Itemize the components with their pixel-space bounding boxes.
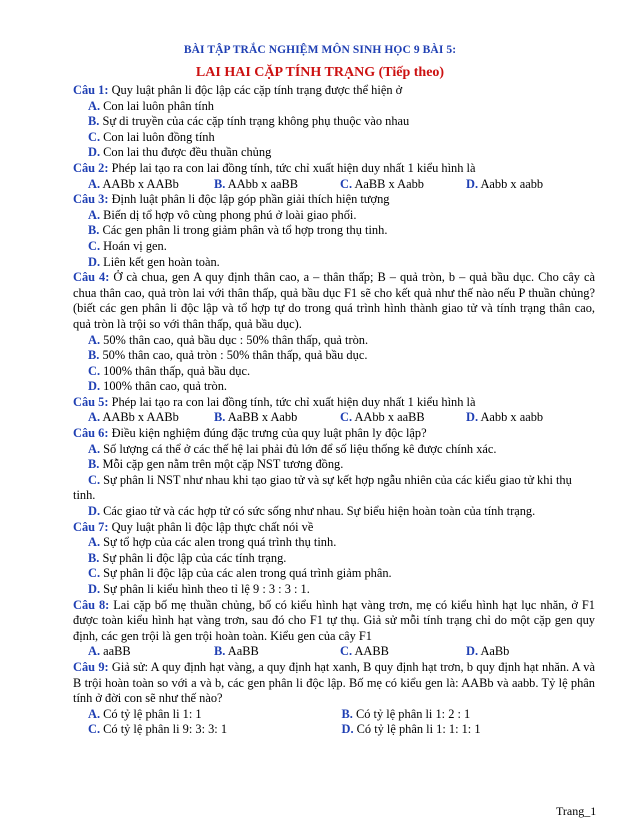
question-2 xyxy=(73,161,595,192)
question-text: Quy luật phân li độc lập các cặp tính trạng được thể hiện ở xyxy=(108,83,403,97)
question-5 xyxy=(73,395,595,426)
question-7 xyxy=(73,520,595,598)
question-4 xyxy=(73,270,595,395)
option-c: C. 100% thân thấp, quả bầu dục. xyxy=(88,363,251,378)
question-label: Câu 1: xyxy=(73,83,109,97)
option-b: B. AaBB xyxy=(214,644,259,659)
question-text: Quy luật phân li độc lập thực chất nói về xyxy=(108,519,314,534)
option-a: A. Sự tổ hợp của các alen trong quá trình thụ tinh. xyxy=(88,535,337,550)
question-3 xyxy=(73,192,595,270)
question-label: Câu 3: xyxy=(73,192,109,207)
option-c: C. Sự phân li độc lập của các alen trong quá trình giảm phân. xyxy=(88,566,392,581)
question-6 xyxy=(73,426,595,520)
question-text: Ở cà chua, gen A quy định thân cao, a – thân thấp; B – quả tròn, b – quả bầu dục. Cho cây cà chua thân cao, quả tròn lai với thân thấp, quả bầu dục F1 sẽ cho kết quả như thế nào nếu P thuần chủng? (biết các gen phân li độc lập và tổ hợp tự do trong quá trình hình thành giao tử và tính trạng thân cao, quả tròn là trội so với thân thấp, quả bầu dục). xyxy=(73,270,595,331)
question-label: Câu 6: xyxy=(73,426,109,441)
questions-content xyxy=(73,83,595,738)
question-text: Phép lai tạo ra con lai đồng tính, tức chỉ xuất hiện duy nhất 1 kiểu hình là xyxy=(108,394,476,409)
question-label: Câu 5: xyxy=(73,394,109,409)
option-c: C. Hoán vị gen. xyxy=(88,238,167,253)
question-label: Câu 4: xyxy=(73,270,110,285)
option-b: B. Mỗi cặp gen nằm trên một cặp NST tương đồng. xyxy=(88,457,344,472)
option-d: D. Aabb x aabb xyxy=(466,410,544,425)
option-c: C. AABB xyxy=(340,644,389,659)
option-c: C. Con lai luôn đồng tính xyxy=(88,129,215,144)
option-b: B. Sự phân li độc lập của các tính trạng. xyxy=(88,550,287,565)
option-b: B. Sự di truyền của các cặp tính trạng không phụ thuộc vào nhau xyxy=(88,114,410,129)
question-label: Câu 8: xyxy=(73,597,110,612)
option-a: A. Số lượng cá thể ở các thế hệ lai phải đủ lớn để số liệu thống kê được chính xác. xyxy=(88,441,497,456)
option-c: C. AAbb x aaBB xyxy=(340,410,425,425)
option-d: D. Liên kết gen hoàn toàn. xyxy=(88,254,220,269)
option-d: D. Có tỷ lệ phân li 1: 1: 1: 1 xyxy=(341,722,481,737)
option-d: D. Aabb x aabb xyxy=(466,176,544,191)
option-c: C. Sự phân li NST như nhau khi tạo giao tử và sự kết hợp ngẫu nhiên của các kiểu giao tử khi thụ tinh. xyxy=(73,472,572,503)
question-8 xyxy=(73,598,595,660)
option-b: B. AAbb x aaBB xyxy=(214,176,298,191)
question-9 xyxy=(73,660,595,738)
option-a: A. Con lai luôn phân tính xyxy=(88,98,214,113)
option-b: B. 50% thân cao, quả tròn : 50% thân thấp, quả bầu dục. xyxy=(88,348,368,363)
page-number: Trang_1 xyxy=(556,804,597,818)
option-d: D. 100% thân cao, quả tròn. xyxy=(88,379,228,394)
question-label: Câu 2: xyxy=(73,160,109,175)
option-b: B. Có tỷ lệ phân li 1: 2 : 1 xyxy=(341,706,471,721)
option-a: A. Biến dị tổ hợp vô cùng phong phú ở loài giao phối. xyxy=(88,207,357,222)
option-a: A. 50% thân cao, quả bầu dục : 50% thân thấp, quả tròn. xyxy=(88,332,369,347)
option-a: A. aaBB xyxy=(88,644,131,659)
question-text: Lai cặp bố mẹ thuần chủng, bố có kiểu hình hạt vàng trơn, mẹ có kiểu hình hạt lục nhăn, ở F1 được toàn kiểu hình hạt vàng trơn, sau đó cho F1 tự thụ. Giả sử mỗi tính trạng chỉ do một cặp gen quy định, các gen trội là gen trội hoàn toàn. Kiểu gen của cây F1 xyxy=(73,597,595,643)
worksheet-subtitle: LAI HAI CẶP TÍNH TRẠNG (Tiếp theo) xyxy=(195,65,445,80)
question-text: Điều kiện nghiệm đúng đặc trưng của quy luật phân ly độc lập? xyxy=(108,426,427,441)
question-text: Định luật phân li độc lập góp phần giải thích hiện tượng xyxy=(108,192,390,207)
question-label: Câu 7: xyxy=(73,519,109,534)
question-text: Phép lai tạo ra con lai đồng tính, tức chỉ xuất hiện duy nhất 1 kiểu hình là xyxy=(108,160,476,175)
option-b: B. AaBB x Aabb xyxy=(214,410,298,425)
option-b: B. Các gen phân li trong giảm phân và tổ hợp trong thụ tinh. xyxy=(88,223,388,238)
option-a: A. AABb x AABb xyxy=(88,410,179,425)
option-d: D. Sự phân li kiểu hình theo tỉ lệ 9 : 3 : 3 : 1. xyxy=(88,582,310,596)
option-a: A. AABb x AABb xyxy=(88,176,179,191)
question-text: Giả sử: A quy định hạt vàng, a quy định hạt xanh, B quy định hạt trơn, b quy định hạt nhăn. A và B trội hoàn toàn so với a và b, các gen phân li độc lập. Bố mẹ có kiểu gen là: AABb và aabb. Tỷ lệ phân tính ở đời con sẽ như thế nào? xyxy=(73,659,595,706)
option-d: D. Các giao tử và các hợp tử có sức sống như nhau. Sự biểu hiện hoàn toàn của tính trạng. xyxy=(88,504,536,519)
option-a: A. Có tỷ lệ phân li 1: 1 xyxy=(88,706,202,721)
question-1 xyxy=(73,83,595,161)
question-label: Câu 9: xyxy=(73,659,109,674)
option-d: D. Con lai thu được đều thuần chủng xyxy=(88,145,272,160)
option-c: C. AaBB x Aabb xyxy=(340,176,424,191)
worksheet-title: BÀI TẬP TRẮC NGHIỆM MÔN SINH HỌC 9 BÀI 5: xyxy=(183,44,457,56)
option-d: D. AaBb xyxy=(466,644,510,659)
option-c: C. Có tỷ lệ phân li 9: 3: 3: 1 xyxy=(88,722,228,737)
